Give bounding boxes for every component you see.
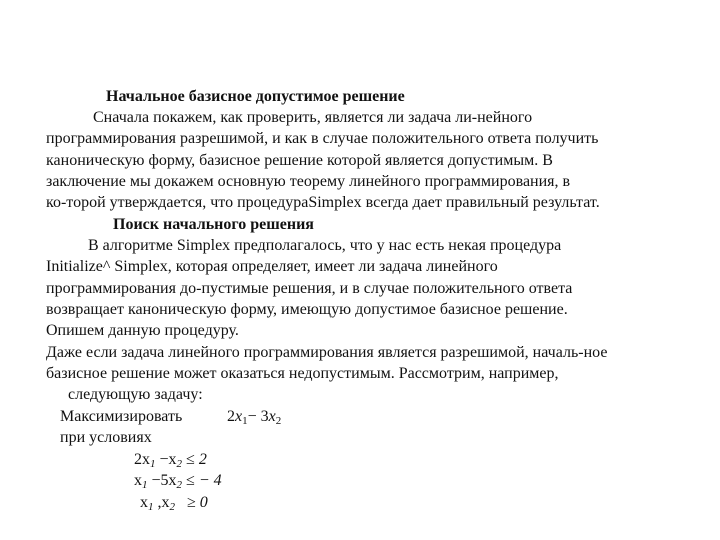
subject-to-label: при условиях — [60, 429, 152, 446]
paragraph-line: Опишем данную процедуру. — [46, 322, 239, 339]
constraint-2: $x_1 -5x_2$ ≤ − 4 — [134, 472, 222, 491]
paragraph-line: программирования до-пустимые решения, и в случае положительного ответа — [46, 280, 573, 297]
constraint-1: $2x_1 -x_2 \le 2$ — [134, 451, 207, 470]
paragraph-line: В алгоритме Simplex предполагалось, что у нас есть некая процедура — [88, 237, 562, 254]
paragraph-line: Даже если задача линейного программирования является разрешимой, началь-ное — [46, 344, 608, 361]
heading-initial-basic-feasible-solution: Начальное базисное допустимое решение — [106, 88, 405, 105]
paragraph-line: базисное решение может оказаться недопустимым. Рассмотрим, например, — [46, 365, 559, 382]
paragraph-line: ко-торой утверждается, что процедураSimplex всегда дает правильный результат. — [46, 194, 600, 211]
maximize-label: Максимизировать — [60, 408, 183, 425]
paragraph-line: возвращает каноническую форму, имеющую допустимое базисное решение. — [46, 301, 568, 318]
constraint-nonnegativity: $x_1$ $,x_2 \ge 0$ — [140, 494, 208, 513]
heading-finding-initial-solution: Поиск начального решения — [113, 216, 314, 233]
paragraph-line: каноническую форму, базисное решение которой является допустимым. В — [46, 152, 553, 169]
paragraph-line: программирования разрешимой, и как в случае положительного ответа получить — [46, 130, 599, 147]
paragraph-line: заключение мы докажем основную теорему линейного программирования, в — [46, 173, 571, 190]
paragraph-line: следующую задачу: — [68, 386, 203, 403]
paragraph-line: Initialize^ Simplex, которая определяет, имеет ли задача линейного — [46, 258, 498, 275]
objective-function: $2x_1- 3x_2$ — [227, 408, 282, 427]
paragraph-line: Сначала покажем, как проверить, является ли задача ли-нейного — [93, 109, 533, 126]
